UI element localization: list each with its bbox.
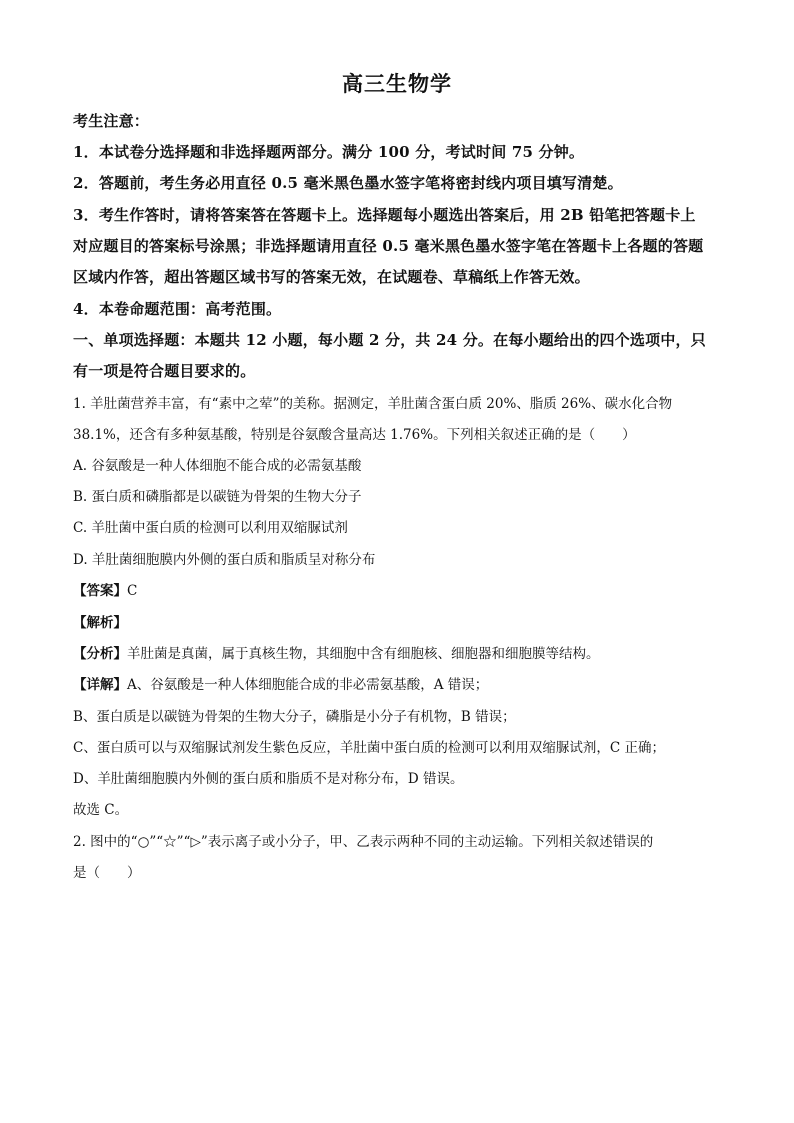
answer-tag: 【答案】 (73, 583, 127, 599)
question-stem: 是（ ） (73, 865, 141, 881)
explanation-line: C、蛋白质可以与双缩脲试剂发生紫色反应，羊肚菌中蛋白质的检测可以利用双缩脲试剂，C 正确； (73, 740, 665, 756)
analysis-line (73, 611, 733, 631)
notice-item: 3．考生作答时，请将答案答在答题卡上。选择题每小题选出答案后，用 2B 铅笔把答题卡上 (73, 206, 696, 224)
question-stem: 2. 图中的“○”“☆”“▷”表示离子或小分子，甲、乙表示两种不同的主动运输。下列相关叙述错误的 (73, 834, 654, 850)
notice-heading: 考生注意： (73, 112, 150, 130)
answer-value: C (127, 583, 138, 599)
option-d: D. 羊肚菌细胞膜内外侧的蛋白质和脂质呈对称分布 (73, 552, 376, 568)
xiangjie-tag: 【详解】 (73, 677, 127, 693)
fenxi-line (73, 642, 733, 662)
notice-item: 2．答题前，考生务必用直径 0.5 毫米黑色墨水签字笔将密封线内项目填写清楚。 (73, 174, 623, 192)
xiangjie-line (73, 673, 733, 693)
notice-item: 对应题目的答案标号涂黑；非选择题请用直径 0.5 毫米黑色墨水签字笔在答题卡上各题的答题 (73, 237, 704, 255)
explanation-line: D、羊肚菌细胞膜内外侧的蛋白质和脂质不是对称分布，D 错误。 (73, 771, 464, 787)
conclusion-line: 故选 C。 (73, 802, 129, 818)
answer-line (73, 579, 733, 599)
notice-item: 4．本卷命题范围：高考范围。 (73, 300, 282, 318)
explanation-line: B、蛋白质是以碳链为骨架的生物大分子，磷脂是小分子有机物，B 错误； (73, 709, 516, 725)
section-heading: 一、单项选择题：本题共 12 小题，每小题 2 分，共 24 分。在每小题给出的四个选项中，只 (73, 331, 706, 349)
notice-item: 区域内作答，超出答题区域书写的答案无效，在试题卷、草稿纸上作答无效。 (73, 268, 590, 286)
option-c: C. 羊肚菌中蛋白质的检测可以利用双缩脲试剂 (73, 520, 348, 536)
xiangjie-text: A、谷氨酸是一种人体细胞能合成的非必需氨基酸，A 错误； (127, 677, 489, 693)
analysis-tag: 【解析】 (73, 615, 127, 631)
option-b: B. 蛋白质和磷脂都是以碳链为骨架的生物大分子 (73, 489, 362, 505)
question-stem: 38.1%，还含有多种氨基酸，特别是谷氨酸含量高达 1.76%。下列相关叙述正确的是（ ） (73, 427, 636, 443)
notice-item: 1．本试卷分选择题和非选择题两部分。满分 100 分，考试时间 75 分钟。 (73, 143, 585, 161)
question-stem: 1. 羊肚菌营养丰富，有“素中之荤”的美称。据测定，羊肚菌含蛋白质 20%、脂质 26%、碳水化合物 (73, 396, 673, 412)
fenxi-text: 羊肚菌是真菌，属于真核生物，其细胞中含有细胞核、细胞器和细胞膜等结构。 (127, 646, 600, 662)
page-title: 高三生物学 (342, 71, 452, 96)
option-a: A. 谷氨酸是一种人体细胞不能合成的必需氨基酸 (73, 458, 362, 474)
section-heading-cont: 有一项是符合题目要求的。 (73, 362, 256, 380)
fenxi-tag: 【分析】 (73, 646, 127, 662)
